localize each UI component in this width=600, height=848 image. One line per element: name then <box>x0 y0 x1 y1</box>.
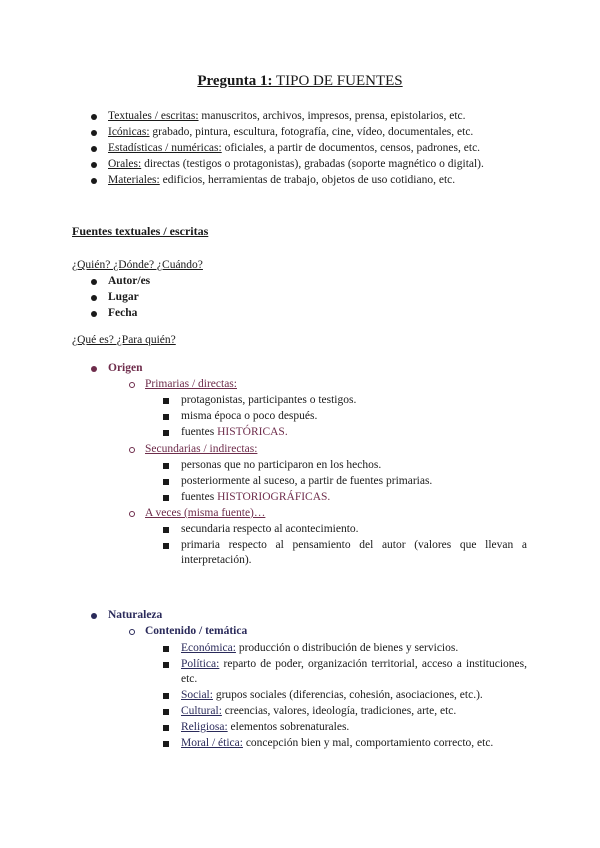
origen-label: Origen <box>108 362 143 374</box>
aveces-label: A veces (misma fuente)… <box>145 507 266 519</box>
title-bold: Pregunta 1: <box>197 73 273 89</box>
naturaleza-item: Política: reparto de poder, organización territorial, acceso a instituciones, etc. <box>181 658 527 685</box>
primarias-item: misma época o poco después. <box>181 410 318 422</box>
square-bullet-icon <box>163 725 169 731</box>
square-bullet-icon <box>163 495 169 501</box>
type-item: Icónicas: grabado, pintura, escultura, fotografía, cine, vídeo, documentales, etc. <box>108 126 474 138</box>
primarias-fuentes: fuentes HISTÓRICAS. <box>181 426 288 438</box>
circle-bullet-icon <box>129 511 135 517</box>
naturaleza-item: Religiosa: elementos sobrenaturales. <box>181 721 350 733</box>
circle-bullet-icon <box>129 382 135 388</box>
bullet-icon <box>91 114 97 120</box>
aveces-item: primaria respecto al pensamiento del autor (valores que llevan a interpretación). <box>181 539 527 566</box>
naturaleza-item: Cultural: creencias, valores, ideología, tradiciones, arte, etc. <box>181 705 457 717</box>
secundarias-label: Secundarias / indirectas: <box>145 443 258 455</box>
square-bullet-icon <box>163 693 169 699</box>
bullet-icon <box>91 162 97 168</box>
bullet-icon <box>91 613 97 619</box>
page-title <box>0 73 600 90</box>
secundarias-item: personas que no participaron en los hechos. <box>181 459 382 471</box>
naturaleza-item: Económica: producción o distribución de bienes y servicios. <box>181 642 459 654</box>
square-bullet-icon <box>163 430 169 436</box>
type-item: Orales: directas (testigos o protagonistas), grabadas (soporte magnético o digital). <box>108 158 484 170</box>
square-bullet-icon <box>163 709 169 715</box>
square-bullet-icon <box>163 543 169 549</box>
q1-item: Lugar <box>108 291 139 303</box>
naturaleza-item: Moral / ética: concepción bien y mal, comportamiento correcto, etc. <box>181 737 494 749</box>
square-bullet-icon <box>163 741 169 747</box>
bullet-icon <box>91 311 97 317</box>
title-rest: TIPO DE FUENTES <box>272 73 403 89</box>
square-bullet-icon <box>163 414 169 420</box>
q1-item: Fecha <box>108 307 138 319</box>
square-bullet-icon <box>163 527 169 533</box>
square-bullet-icon <box>163 479 169 485</box>
contenido-label: Contenido / temática <box>145 625 248 637</box>
secundarias-item: posteriormente al suceso, a partir de fuentes primarias. <box>181 475 433 487</box>
question-what: ¿Qué es? ¿Para quién? <box>72 334 176 346</box>
secundarias-fuentes: fuentes HISTORIOGRÁFICAS. <box>181 491 331 503</box>
primarias-label: Primarias / directas: <box>145 378 237 390</box>
primarias-item: protagonistas, participantes o testigos. <box>181 394 357 406</box>
bullet-icon <box>91 366 97 372</box>
bullet-icon <box>91 295 97 301</box>
square-bullet-icon <box>163 463 169 469</box>
square-bullet-icon <box>163 662 169 668</box>
type-item: Estadísticas / numéricas: oficiales, a partir de documentos, censos, padrones, etc. <box>108 142 481 154</box>
naturaleza-item: Social: grupos sociales (diferencias, cohesión, asociaciones, etc.). <box>181 689 483 701</box>
square-bullet-icon <box>163 398 169 404</box>
type-item: Textuales / escritas: manuscritos, archivos, impresos, prensa, epistolarios, etc. <box>108 110 466 122</box>
aveces-item: secundaria respecto al acontecimiento. <box>181 523 359 535</box>
circle-bullet-icon <box>129 447 135 453</box>
bullet-icon <box>91 146 97 152</box>
q1-item: Autor/es <box>108 275 151 287</box>
type-item: Materiales: edificios, herramientas de trabajo, objetos de uso cotidiano, etc. <box>108 174 456 186</box>
naturaleza-label: Naturaleza <box>108 609 163 621</box>
bullet-icon <box>91 279 97 285</box>
question-who: ¿Quién? ¿Dónde? ¿Cuándo? <box>72 259 203 271</box>
circle-bullet-icon <box>129 629 135 635</box>
bullet-icon <box>91 130 97 136</box>
section-heading: Fuentes textuales / escritas <box>72 224 209 238</box>
bullet-icon <box>91 178 97 184</box>
square-bullet-icon <box>163 646 169 652</box>
